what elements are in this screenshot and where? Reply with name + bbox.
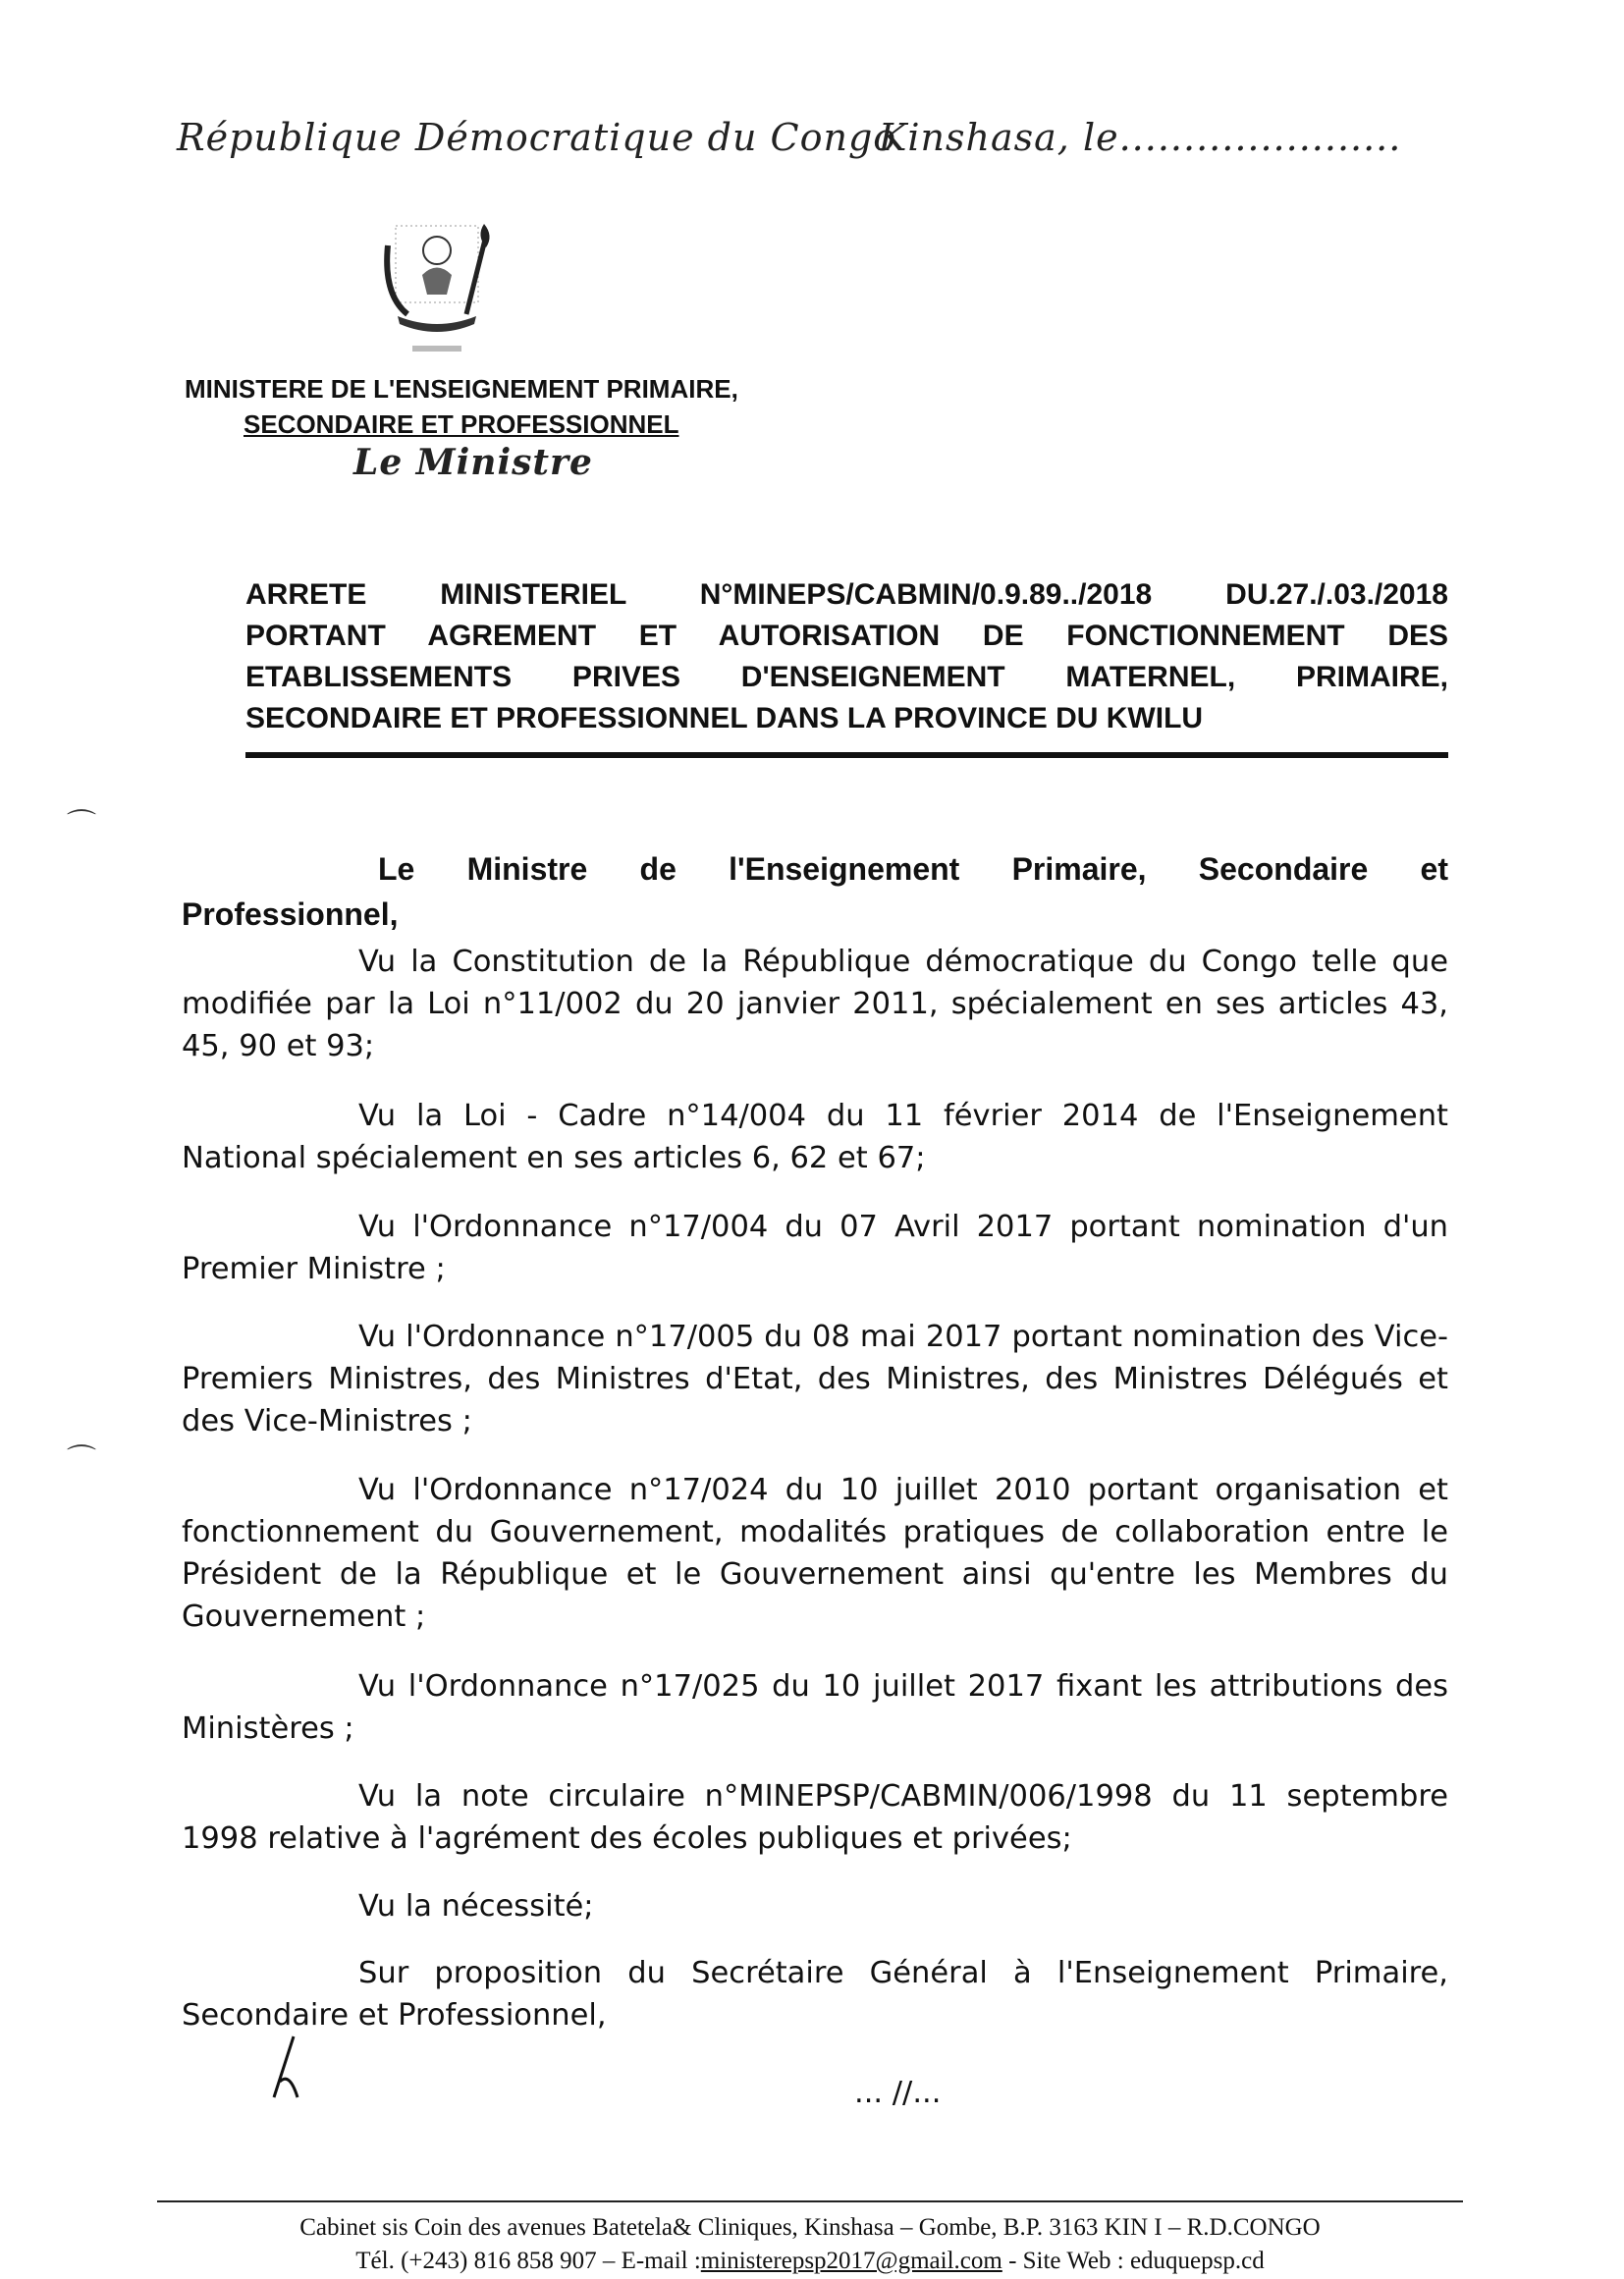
consideration-paragraph <box>182 1469 1448 1638</box>
coat-of-arms-emblem <box>368 206 506 363</box>
ministry-line-2: SECONDAIRE ET PROFESSIONNEL <box>244 409 679 439</box>
footer-email-link[interactable]: ministerepsp2017@gmail.com <box>700 2248 1002 2274</box>
footer <box>157 2211 1463 2278</box>
title-underline <box>245 752 1448 758</box>
decree-title-line-2: PORTANT AGREMENT ET AUTORISATION DE FONCTIONNEMENT DES <box>245 620 1448 652</box>
consideration-text: Vu la Loi - Cadre n°14/004 du 11 février 2014 de l'Enseignement National spécialement en ses articles 6, 62 et 67; <box>182 1099 1448 1175</box>
consideration-text: Sur proposition du Secrétaire Général à l'Enseignement Primaire, Secondaire et Professionnel, <box>182 1956 1448 2033</box>
consideration-paragraph <box>182 1665 1448 1750</box>
consideration-text: Vu la nécessité; <box>358 1889 594 1924</box>
consideration-paragraph <box>182 1775 1448 1860</box>
footer-phone: Tél. (+243) 816 858 907 – E-mail : <box>355 2248 701 2274</box>
consideration-paragraph <box>182 1095 1448 1179</box>
footer-contact <box>157 2245 1463 2278</box>
ministry-name <box>185 371 738 442</box>
consideration-text: Vu l'Ordonnance n°17/004 du 07 Avril 2017 portant nomination d'un Premier Ministre ; <box>182 1210 1448 1286</box>
place-date: Kinshasa, le...................... <box>879 116 1402 159</box>
consideration-text: Vu l'Ordonnance n°17/005 du 08 mai 2017 portant nomination des Vice-Premiers Ministres, des Ministres d'Etat, des Ministres, des Ministres Délégués et des Vice-Ministres ; <box>182 1320 1448 1438</box>
consideration-text: Vu la Constitution de la République démocratique du Congo telle que modifiée par la Loi n°11/002 du 20 janvier 2011, spécialement en ses articles 43, 45, 90 et 93; <box>182 945 1448 1063</box>
consideration-text: Vu l'Ordonnance n°17/024 du 10 juillet 2010 portant organisation et fonctionnement du Gouvernement, modalités pratiques de collaboration entre le Président de la République et le Gouvernement ainsi qu'entre les Membres du Gouvernement ; <box>182 1473 1448 1634</box>
consideration-text: Vu la note circulaire n°MINEPSP/CABMIN/006/1998 du 11 septembre 1998 relative à l'agrément des écoles publiques et privées; <box>182 1779 1448 1856</box>
republic-heading: République Démocratique du Congo <box>177 116 897 159</box>
intro-line-2: Professionnel, <box>182 896 399 932</box>
initial-signature <box>260 2033 309 2105</box>
consideration-paragraph <box>182 1885 1448 1927</box>
decree-title <box>245 574 1448 739</box>
consideration-text: Vu l'Ordonnance n°17/025 du 10 juillet 2017 fixant les attributions des Ministères ; <box>182 1669 1448 1746</box>
consideration-paragraph <box>182 1952 1448 2036</box>
consideration-paragraph <box>182 1206 1448 1290</box>
margin-mark: ⌒ <box>67 808 96 842</box>
footer-address: Cabinet sis Coin des avenues Batetela& Cliniques, Kinshasa – Gombe, B.P. 3163 KIN I – R.D.CONGO <box>299 2214 1321 2241</box>
footer-website: - Site Web : eduquepsp.cd <box>1001 2248 1265 2274</box>
footer-rule <box>157 2200 1463 2202</box>
ministry-line-1: MINISTERE DE L'ENSEIGNEMENT PRIMAIRE, <box>185 374 738 404</box>
decree-number-line: ARRETE MINISTERIEL N°MINEPS/CABMIN/0.9.89../2018 DU.27./.03./2018 <box>245 578 1448 611</box>
consideration-paragraph <box>182 941 1448 1067</box>
minister-intro <box>182 846 1448 937</box>
decree-title-line-4: SECONDAIRE ET PROFESSIONNEL DANS LA PROVINCE DU KWILU <box>245 702 1204 734</box>
decree-title-line-3: ETABLISSEMENTS PRIVES D'ENSEIGNEMENT MATERNEL, PRIMAIRE, <box>245 661 1448 693</box>
continuation-mark: ... //... <box>854 2076 942 2110</box>
margin-mark: ⌒ <box>67 1443 96 1478</box>
consideration-paragraph <box>182 1316 1448 1442</box>
intro-line-1: Le Ministre de l'Enseignement Primaire, Secondaire et <box>378 851 1448 887</box>
minister-title: Le Ministre <box>353 442 593 483</box>
